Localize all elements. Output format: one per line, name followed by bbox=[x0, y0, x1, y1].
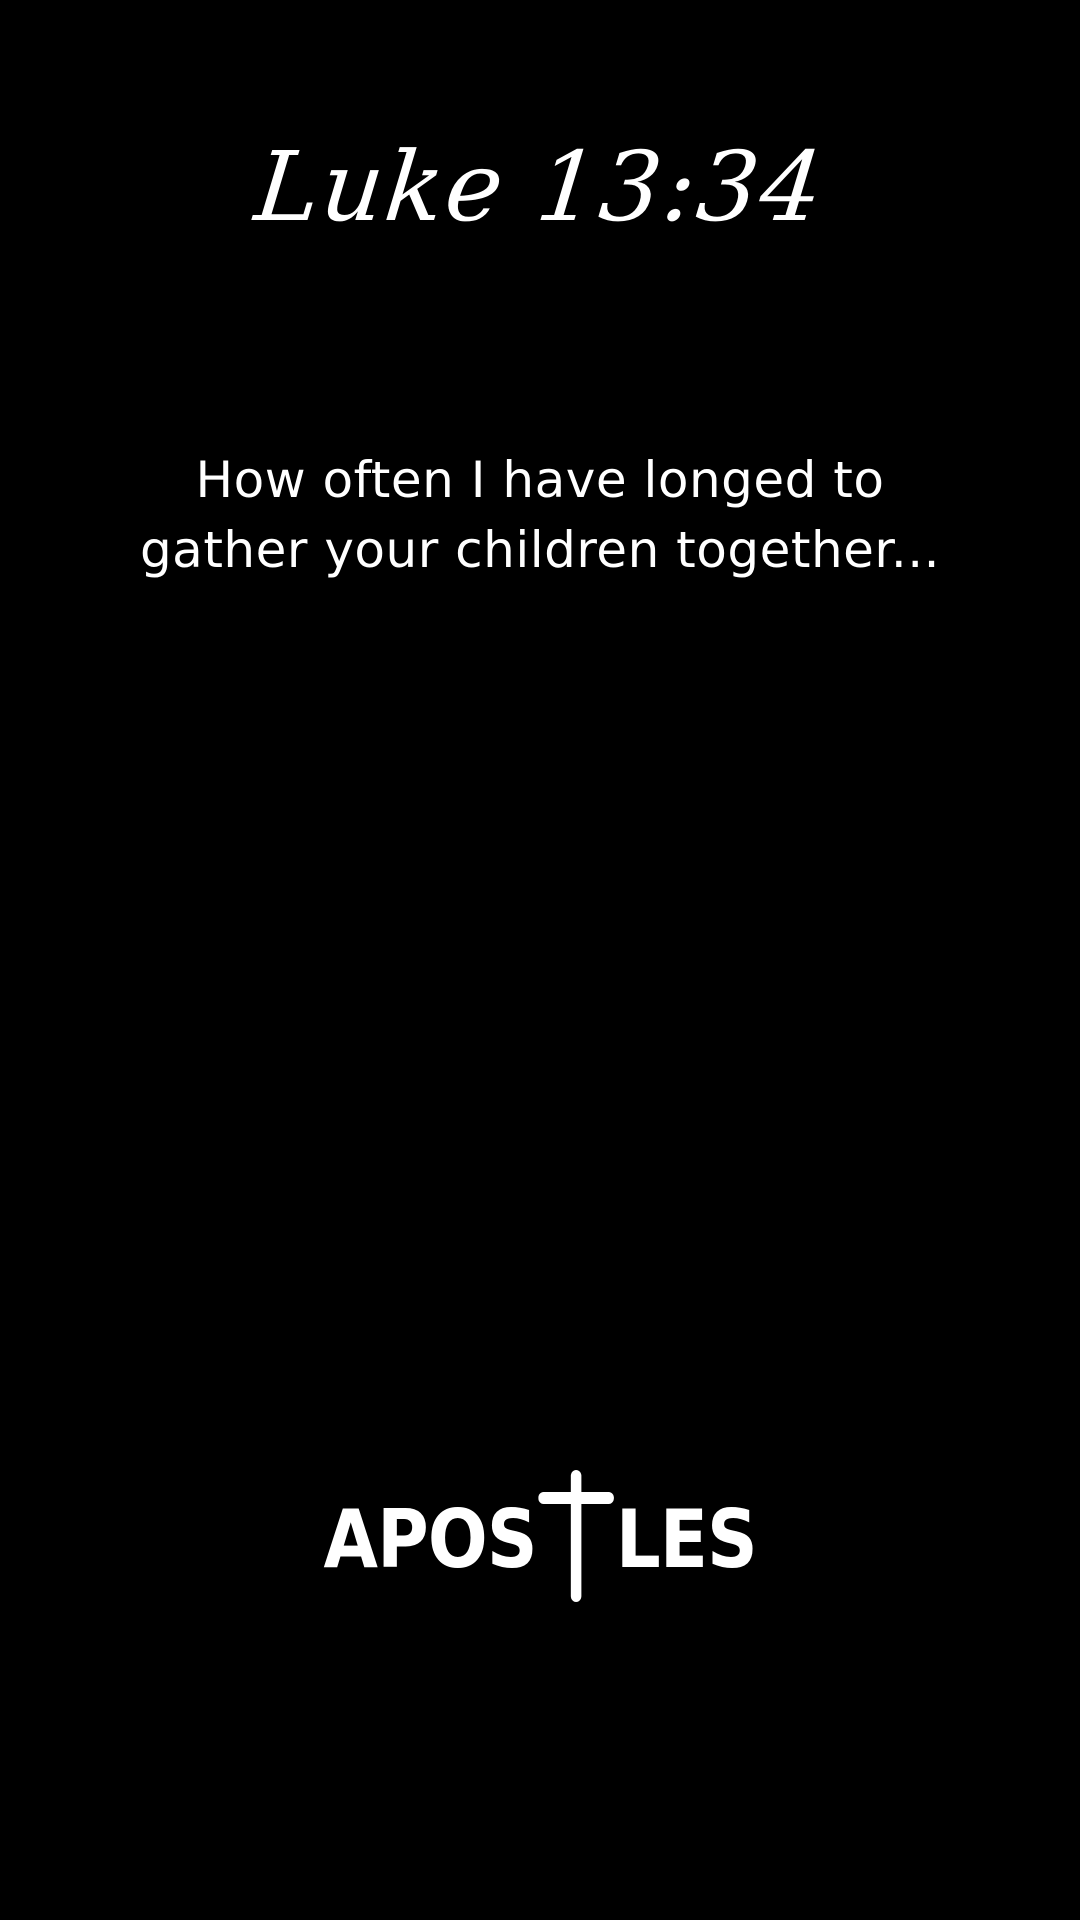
logo-text-right: LES bbox=[615, 1493, 757, 1586]
cross-icon bbox=[538, 1470, 614, 1602]
verse-reference: Luke 13:34 bbox=[250, 131, 830, 243]
logo-wordmark bbox=[323, 1470, 756, 1602]
verse-line-2: gather your children together... bbox=[139, 521, 941, 579]
verse-line-1: How often I have longed to bbox=[195, 451, 885, 509]
logo-text-left: APOS bbox=[323, 1493, 537, 1586]
verse-text bbox=[100, 445, 980, 585]
apostles-logo bbox=[0, 1468, 1080, 1604]
